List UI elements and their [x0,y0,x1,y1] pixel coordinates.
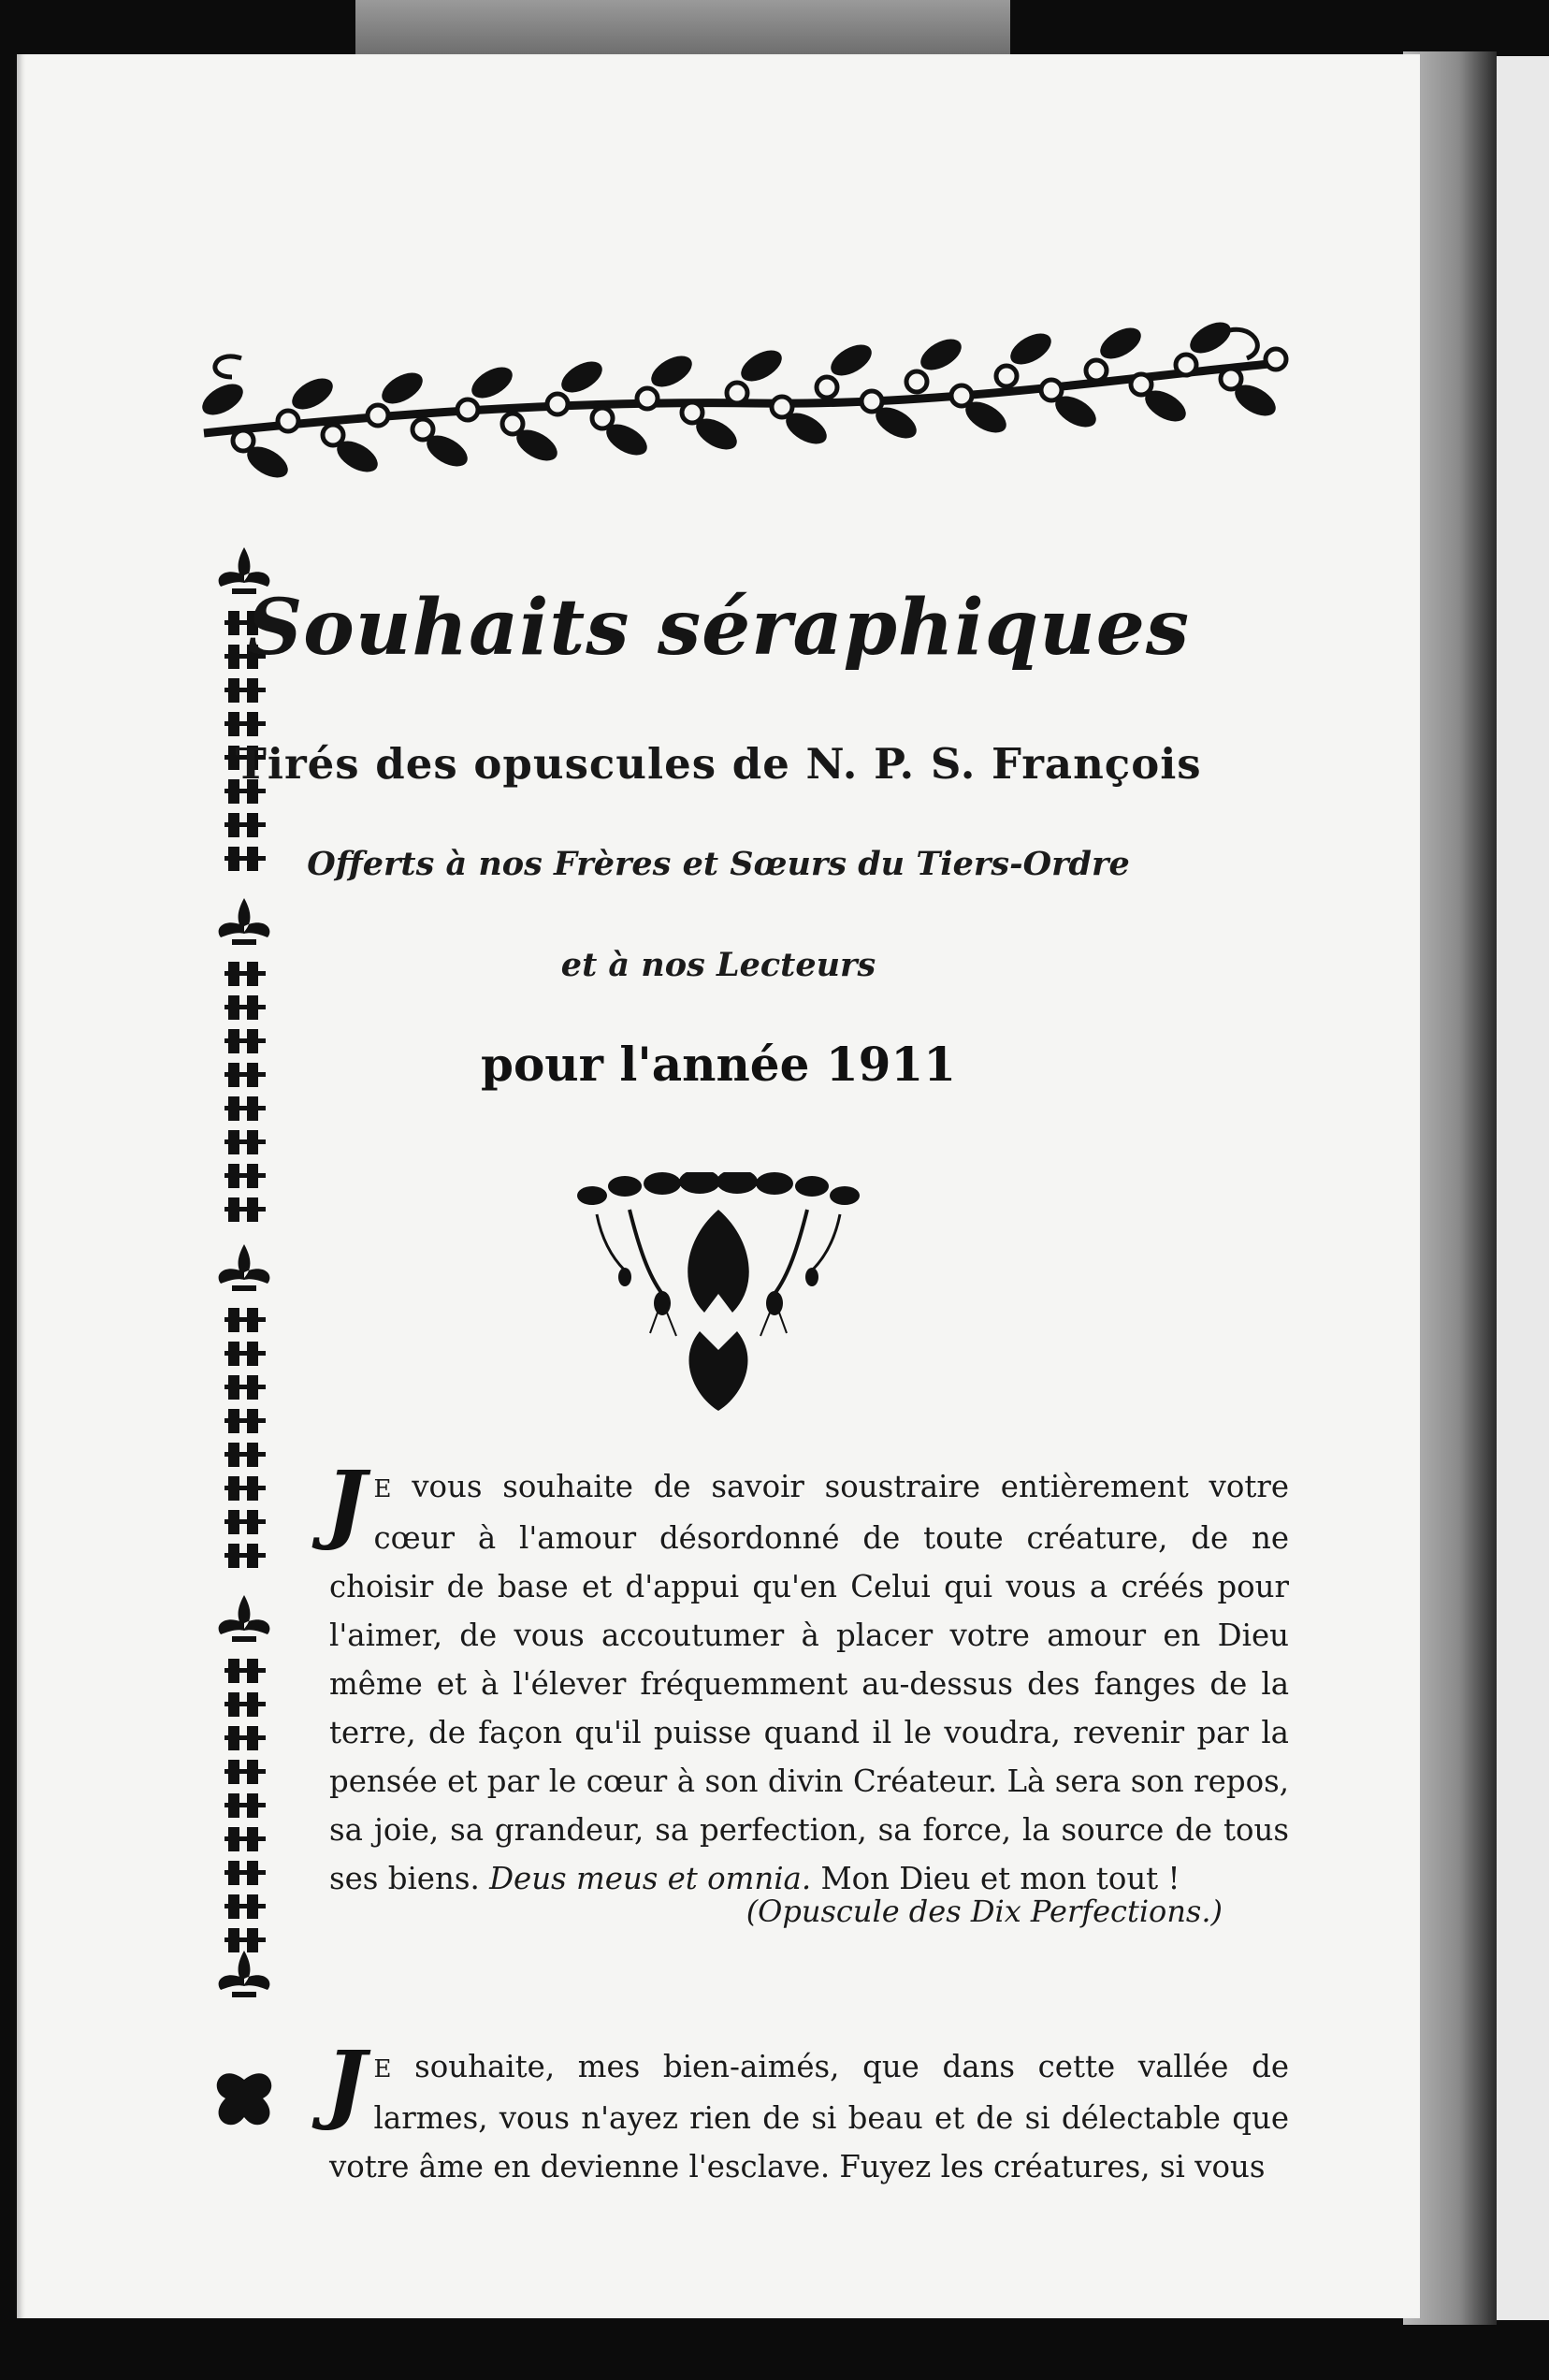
paragraph [326,1452,1289,1903]
drop-cap: J [326,2032,367,2133]
page-title: Souhaits séraphiques [246,583,1191,673]
latin-motto: Deus meus et omnia. [489,1861,812,1896]
paragraph-text: souhaite, mes bien-aimés, que dans cette vallée de larmes, vous n'ayez rien de si beau et de si délectable que votre âme en devienne l'esclave. Fuyez les créatures, si vous [329,2049,1289,2184]
book-page [17,54,1420,2318]
facing-page-edge [1497,56,1549,2320]
year-line: pour l'année 1911 [480,1037,956,1092]
paragraph-text: vous souhaite de savoir soustraire entièrement votre cœur à l'amour désordonné de toute créature, de ne choisir de base et d'appui qu'en Celui qui vous a créés pour l'aimer, de vous accoutumer à placer votre amour en Dieu même et à l'élever fréquemment au-dessus des fanges de la terre, de façon qu'il puisse quand il le voudra, revenir par la pensée et par le cœur à son divin Créateur. Là sera son repos, sa joie, sa grandeur, sa perfection, sa force, la source de tous ses biens. [329,1469,1289,1896]
subtitle: Tirés des opuscules de N. P. S. François [235,739,1202,789]
citation: (Opuscule des Dix Perfections.) [746,1894,1223,1929]
drop-cap: J [326,1452,367,1553]
paragraph [326,2032,1289,2191]
paragraph-text: Mon Dieu et mon tout ! [811,1861,1180,1896]
floral-garland-icon [195,321,1308,517]
floral-cul-de-lampe-icon [573,1172,863,1415]
lead-letter: E [373,2055,392,2083]
lead-letter: E [373,1475,392,1503]
dedication-line: Offerts à nos Frères et Sœurs du Tiers-Ordre [307,845,1130,883]
scan-background-strip [355,0,1010,56]
dedication-line: et à nos Lecteurs [560,946,876,984]
